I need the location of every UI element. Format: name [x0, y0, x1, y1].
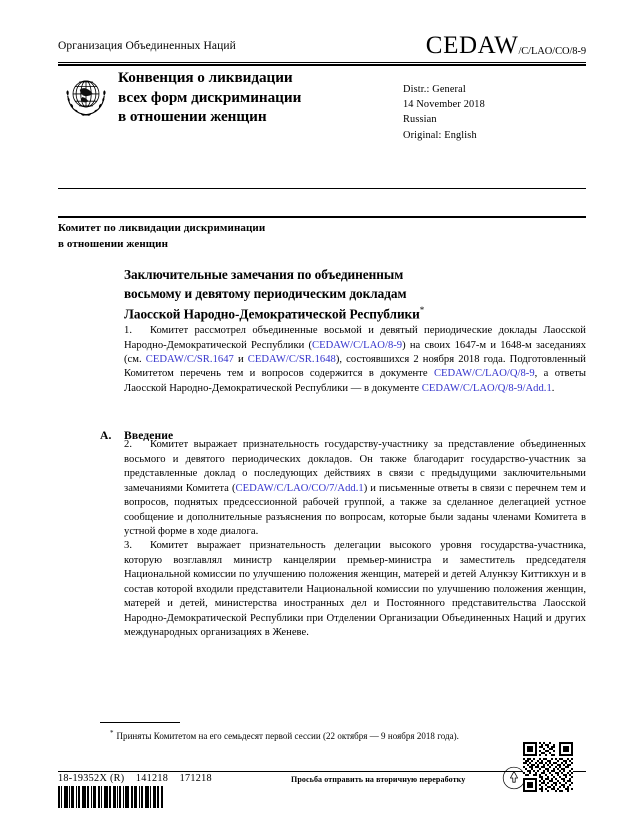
paragraph-3-number: 3. [124, 540, 132, 552]
organization-name: Организация Объединенных Наций [58, 40, 236, 52]
document-language: Russian [403, 114, 437, 126]
paragraph-1-text-3: и [233, 353, 248, 365]
recycle-notice: Просьба отправить на вторичную переработку [291, 775, 466, 784]
convention-title [118, 68, 301, 127]
header-bottom-rule [58, 188, 586, 189]
page-title-line-1: Заключительные замечания по объединенным [124, 267, 404, 282]
paragraph-1-number: 1. [124, 325, 132, 337]
job-number-line [58, 773, 212, 784]
paragraph-1-text-6: . [551, 382, 555, 394]
qr-code [523, 742, 573, 792]
footer-date-2: 171218 [179, 773, 212, 784]
paragraph-2 [124, 438, 586, 539]
link-cedaw-c-lao-8-9[interactable]: CEDAW/C/LAO/8-9 [312, 339, 403, 351]
section-label: Введение [124, 429, 174, 442]
convention-title-line-2: всех форм дискриминации [118, 88, 302, 106]
link-cedaw-c-sr-1647[interactable]: CEDAW/C/SR.1647 [145, 353, 234, 365]
un-emblem-icon [60, 70, 112, 122]
title-footnote-marker: * [419, 304, 425, 315]
footnote [110, 729, 580, 742]
footer-date-1: 141218 [135, 773, 169, 784]
footnote-separator [100, 722, 180, 723]
footnote-marker: * [110, 729, 114, 737]
paragraph-1-text-2: ) на своих 1647-м и 1648-м заседаниях (см. [124, 339, 587, 365]
link-cedaw-c-lao-q-8-9[interactable]: CEDAW/C/LAO/Q/8-9 [433, 368, 535, 380]
paragraph-1-text-1: Комитет рассмотрел объединенные восьмой и девятый периодические доклады Лаосской Народно-Демократической Республики ( [124, 325, 586, 351]
page-title-line-3: Лаосской Народно-Демократической Республики [124, 306, 420, 322]
committee-name [58, 221, 458, 253]
paragraph-2-text-1: Комитет выражает признательность государству-участнику за представление объединенных восьмого и девятого периодических докладов. Он также благодарит государство-участник за представленные доклад о последующих действиях в связи с предыдущими заключительными замечаниями Комитета ( [124, 439, 586, 494]
link-cedaw-c-lao-q-8-9-add-1[interactable]: CEDAW/C/LAO/Q/8-9/Add.1 [421, 382, 552, 394]
document-original-language: Original: English [403, 129, 477, 141]
paragraph-2-text-2: ) и письменные ответы в связи с перечнем тем и вопросов, поднятых предсессионной рабочей группой, а также за сделанное делегацией устное сообщение и дополнительные разъяснения по вопросам, которые были заданы членами Комитета в устной форме в ходе диалога. [124, 482, 586, 538]
document-symbol-suffix: /C/LAO/CO/8-9 [518, 46, 586, 57]
section-heading-a [100, 429, 173, 442]
paragraph-1 [124, 324, 586, 396]
paragraph-1-text-5: , а ответы Лаосской Народно-Демократической Республики — в документе [124, 368, 586, 394]
barcode [58, 786, 166, 808]
link-cedaw-c-lao-co-7-add-1[interactable]: CEDAW/C/LAO/CO/7/Add.1 [235, 482, 364, 494]
page-title-line-2: восьмому и девятому периодическим докладам [124, 285, 407, 301]
convention-block [58, 68, 388, 127]
paragraph-2-number: 2. [124, 439, 132, 451]
job-number: 18-19352X (R) [58, 773, 125, 784]
convention-title-line-3: в отношении женщин [118, 108, 267, 126]
page-title [124, 266, 586, 324]
committee-name-line-1: Комитет по ликвидации дискриминации [58, 222, 266, 234]
committee-name-line-2: в отношении женщин [58, 237, 169, 250]
header-rule-thick [58, 64, 586, 66]
committee-rule [58, 216, 586, 218]
document-date: 14 November 2018 [403, 99, 485, 111]
distribution-block [403, 82, 485, 143]
distribution-type: Distr.: General [403, 84, 466, 95]
paragraph-1-text-4: ), состоявшихся 2 ноября 2018 года. Подготовленный Комитетом перечень тем и вопросов содержится в документе [124, 353, 586, 380]
document-body [124, 266, 586, 641]
footnote-text: Приняты Комитетом на его семьдесят первой сессии (22 октября — 9 ноября 2018 года). [116, 731, 459, 741]
document-symbol-main: CEDAW [425, 32, 519, 59]
masthead [58, 32, 586, 148]
paragraph-3 [124, 539, 586, 640]
document-symbol [426, 32, 586, 60]
convention-title-line-1: Конвенция о ликвидации [118, 69, 293, 86]
link-cedaw-c-sr-1648[interactable]: CEDAW/C/SR.1648 [247, 353, 336, 365]
paragraph-3-text: Комитет выражает признательность делегации высокого уровня государства-участника, которую возглавлял министр канцелярии премьер-министра и заместитель председателя Национальной комиссии по улучшению положения женщин, матерей и детей Алункэу Киттикхун и в состав которой входили представители Национальной комиссии по улучшению положения женщин, матерей и детей, министерства иностранных дел и Постоянного представительства Лаосской Народно-Демократической Республики при Отделении Организации Объединенных Наций и других международных организациях в Женеве. [124, 540, 586, 639]
section-letter: A. [100, 429, 112, 442]
